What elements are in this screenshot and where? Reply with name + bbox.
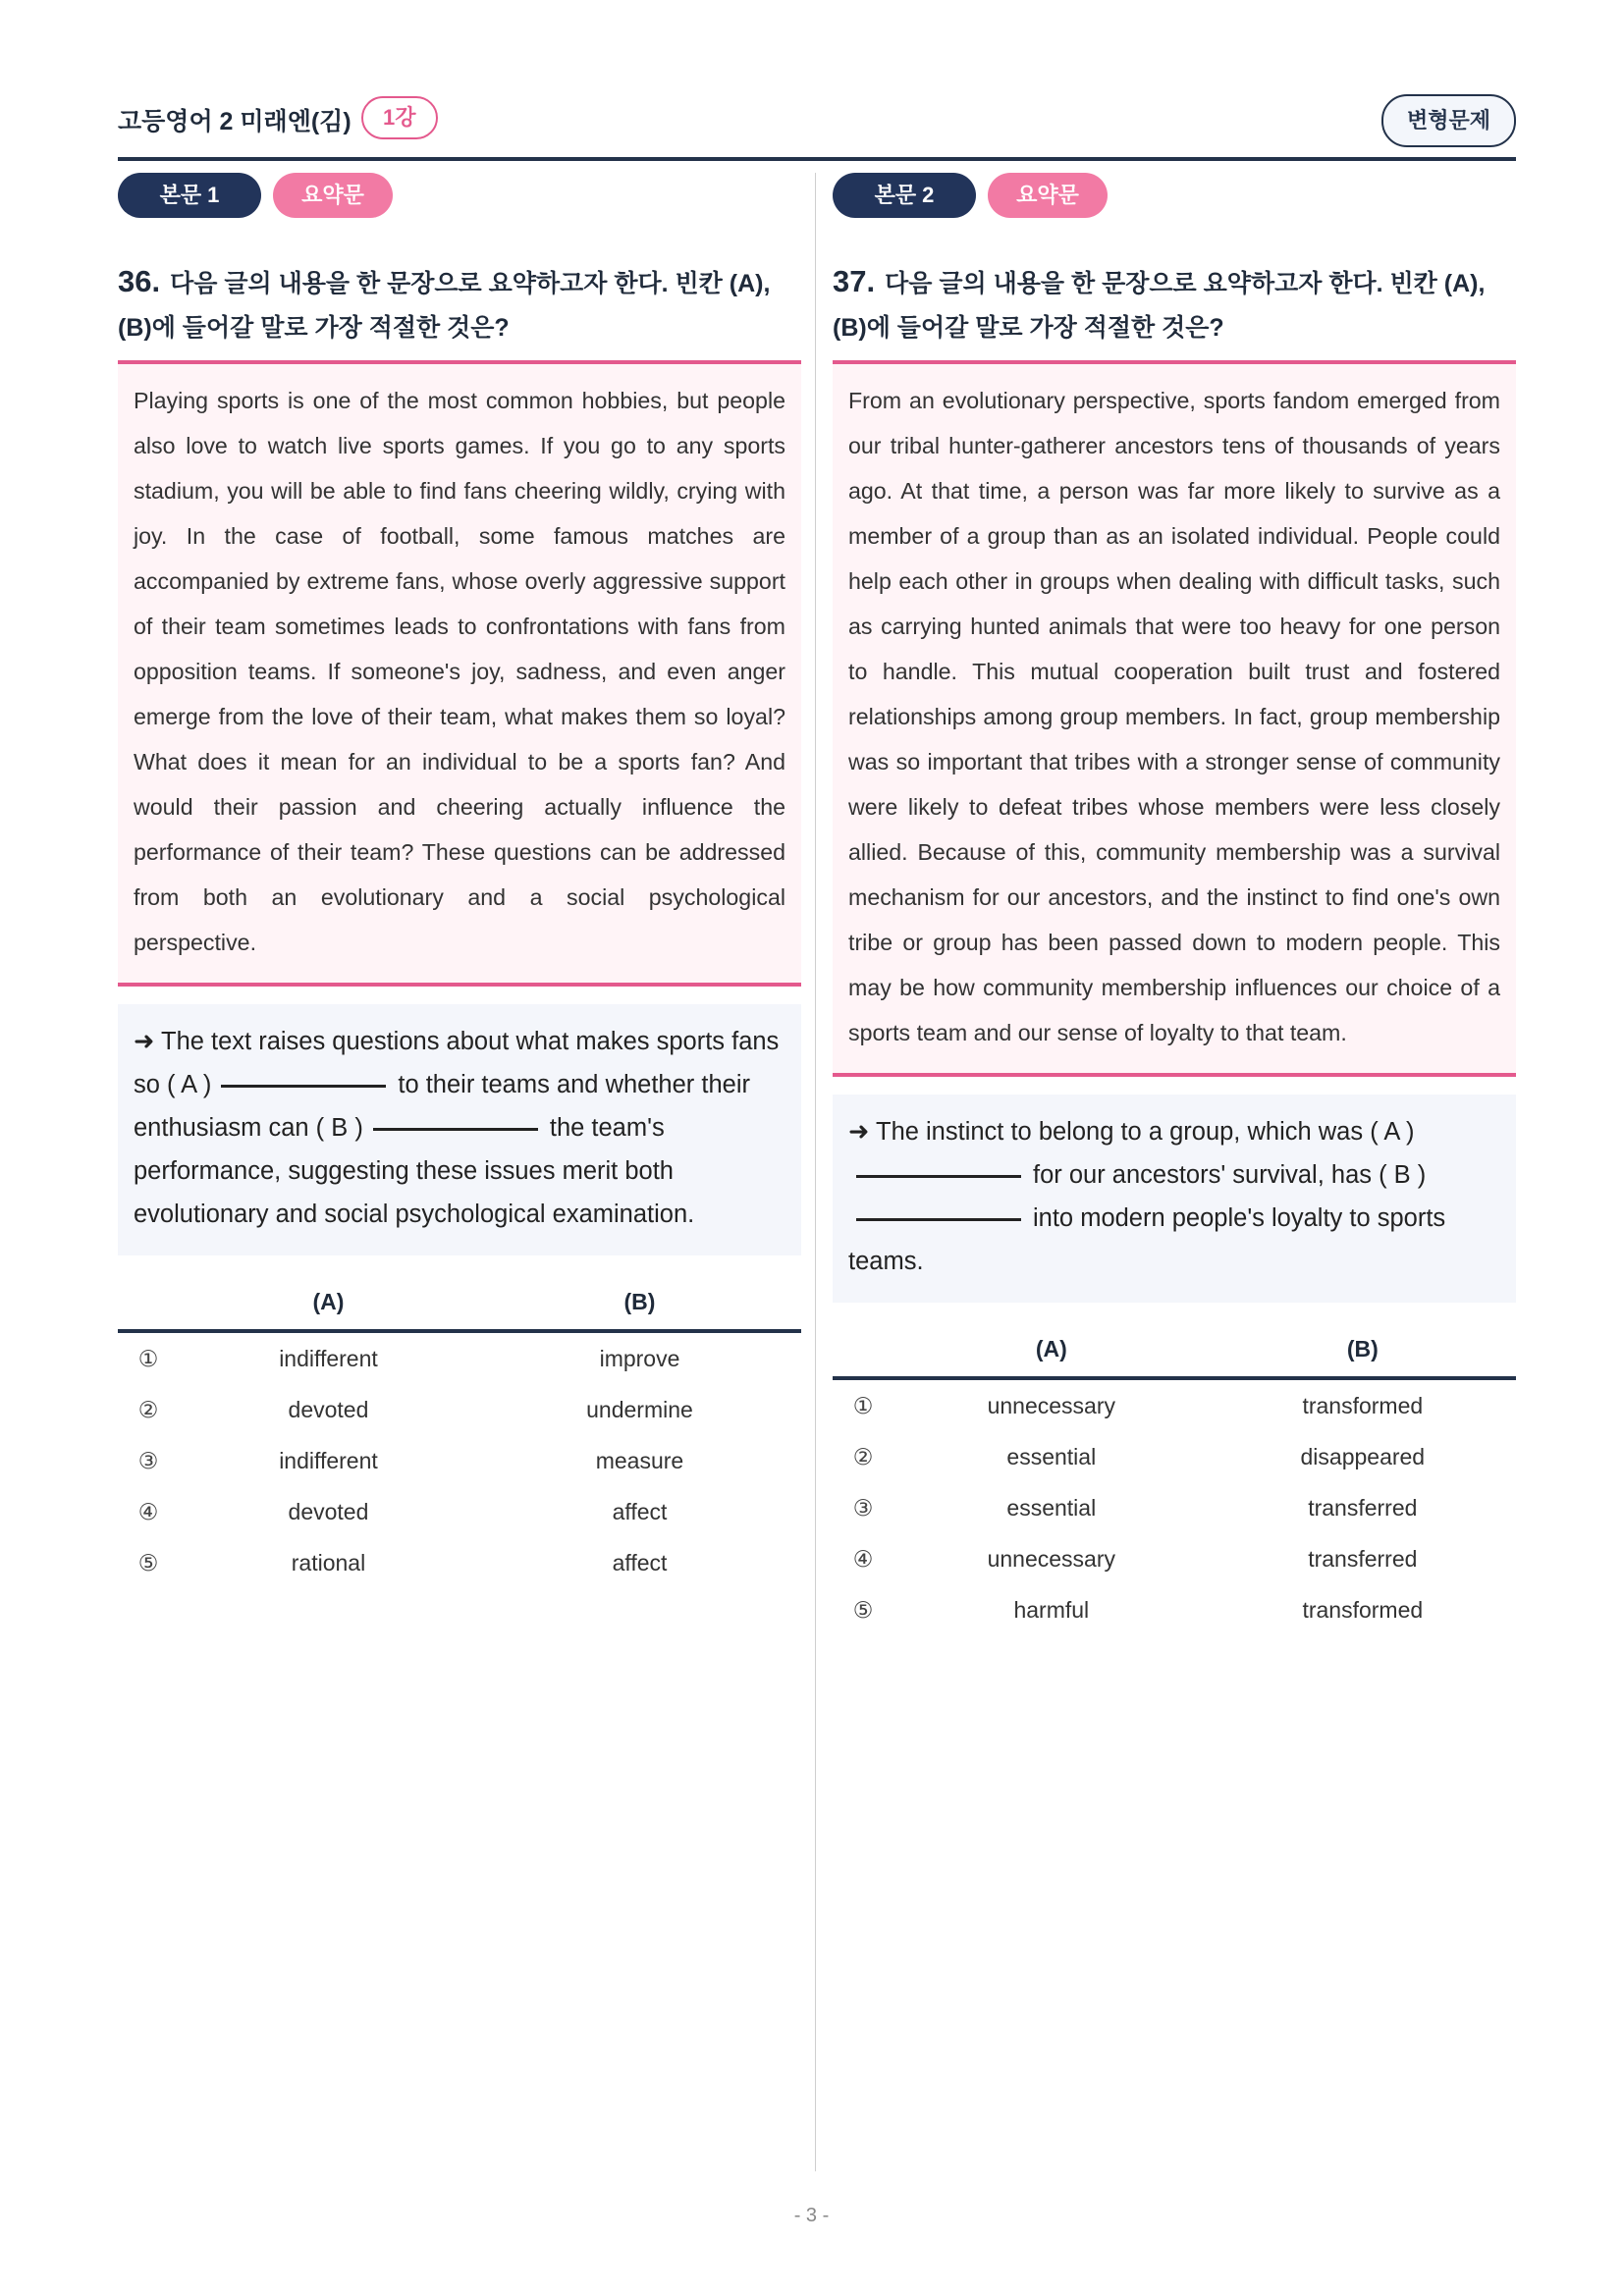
choice-number: ④: [852, 1545, 874, 1572]
summary-tag: 요약문: [273, 173, 393, 218]
choice-number: ①: [852, 1392, 874, 1418]
choice-a: devoted: [288, 1396, 369, 1422]
passage-tag: 본문 1: [118, 173, 261, 218]
answer-choice-row[interactable]: [118, 1537, 801, 1588]
choice-number: ④: [137, 1498, 159, 1524]
reading-passage: From an evolutionary perspective, sports fandom emerged from our tribal hunter-gatherer ancestors tens of thousands of years ago. At that time, a person was far more likely to survive as a member of a group than as an isolated individual. People could help each other in groups when dealing with difficult tasks, such as carrying hunted animals that were too heavy for one person to handle. This mutual cooperation built trust and fostered relationships among group members. In fact, group membership was so important that tribes with a stronger sense of community were likely to defeat tribes whose members were less closely allied. Because of this, community membership was a survival mechanism for our ancestors, and the instinct to find one's own tribe or group has been passed down to modern people. This may be how community membership influences our choice of a sports team and our sense of loyalty to that team.: [833, 364, 1516, 1077]
choice-b: disappeared: [1300, 1443, 1426, 1469]
choices-num-header: [833, 1330, 893, 1378]
choice-number: ⑤: [137, 1549, 159, 1575]
passage-tags: [833, 173, 1516, 222]
summary-sentence: [118, 1004, 801, 1255]
choice-number: ②: [852, 1443, 874, 1469]
choice-a: indifferent: [279, 1345, 378, 1371]
choice-b: transferred: [1308, 1494, 1418, 1521]
answer-choice-row[interactable]: [833, 1378, 1516, 1431]
question-number: 36.: [118, 264, 161, 298]
summary-tag: 요약문: [988, 173, 1108, 218]
choice-a: indifferent: [279, 1447, 378, 1473]
passage-tags: [118, 173, 801, 222]
choice-number: ②: [137, 1396, 159, 1422]
answer-choice-row[interactable]: [118, 1331, 801, 1384]
page-number: - 3 -: [793, 2205, 830, 2226]
question-type-badge: 변형문제: [1381, 94, 1516, 147]
answer-choices-table: [118, 1283, 801, 1588]
question-number: 37.: [833, 264, 876, 298]
choice-number: ⑤: [852, 1596, 874, 1623]
reading-passage: Playing sports is one of the most common hobbies, but people also love to watch live sports games. If you go to any sports stadium, you will be able to find fans cheering wildly, crying with joy. In the case of football, some famous matches are accompanied by extreme fans, whose overly aggressive support of their team sometimes leads to confrontations with fans from opposition teams. If someone's joy, sadness, and even anger emerge from the love of their team, what makes them so loyal? What does it mean for an individual to be a sports fan? And would their passion and cheering actually influence the performance of their team? These questions can be addressed from both an evolutionary and a social psychological perspective.: [118, 364, 801, 987]
choice-number: ①: [137, 1345, 159, 1371]
blank-b: [856, 1218, 1021, 1221]
choices-header-row: [833, 1330, 1516, 1378]
choice-b: measure: [595, 1447, 684, 1473]
blank-b: [373, 1128, 538, 1131]
column-divider: [815, 173, 816, 2171]
choice-a: unnecessary: [987, 1545, 1116, 1572]
summary-part-3: into modern people's loyalty to sports teams.: [848, 1204, 1446, 1275]
answer-choice-row[interactable]: [118, 1486, 801, 1537]
choice-a: devoted: [288, 1498, 369, 1524]
passage-tag: 본문 2: [833, 173, 976, 218]
answer-choice-row[interactable]: [118, 1435, 801, 1486]
choice-a: essential: [1006, 1443, 1097, 1469]
question-prompt: [833, 259, 1516, 364]
summary-part-1: ➜ The instinct to belong to a group, which was ( A ): [848, 1118, 1415, 1146]
answer-choices-table: [833, 1330, 1516, 1635]
book-title: 고등영어 2 미래엔(김): [118, 108, 352, 135]
question-prompt: [118, 259, 801, 364]
choice-b: improve: [599, 1345, 680, 1371]
choices-header-row: [118, 1283, 801, 1331]
choice-a: essential: [1006, 1494, 1097, 1521]
column-a-header: (A): [179, 1283, 478, 1331]
summary-sentence: [833, 1095, 1516, 1303]
summary-part-3: the team's performance, suggesting these issues merit both evolutionary and social psychological examination.: [134, 1114, 695, 1228]
blank-a: [856, 1175, 1021, 1178]
choice-b: affect: [612, 1549, 668, 1575]
page-header: [118, 94, 1516, 161]
question-text: 다음 글의 내용을 한 문장으로 요약하고자 한다. 빈칸 (A), (B)에 들어갈 말로 가장 적절한 것은?: [833, 270, 1486, 342]
answer-choice-row[interactable]: [833, 1584, 1516, 1635]
blank-a: [221, 1085, 386, 1088]
column-b-header: (B): [478, 1283, 801, 1331]
answer-choice-row[interactable]: [833, 1533, 1516, 1584]
choice-b: undermine: [586, 1396, 693, 1422]
left-column: [118, 173, 801, 1588]
choice-number: ③: [852, 1494, 874, 1521]
choices-num-header: [118, 1283, 179, 1331]
choice-b: transformed: [1302, 1392, 1424, 1418]
summary-part-2: to their teams and whether their enthusiasm can ( B ): [134, 1071, 750, 1142]
choice-b: transformed: [1302, 1596, 1424, 1623]
summary-part-1: ➜ The text raises questions about what makes sports fans so ( A ): [134, 1028, 780, 1098]
choice-number: ③: [137, 1447, 159, 1473]
answer-choice-row[interactable]: [833, 1431, 1516, 1482]
choice-a: unnecessary: [987, 1392, 1116, 1418]
choice-b: transferred: [1308, 1545, 1418, 1572]
lesson-badge: 1강: [361, 96, 438, 139]
choice-b: affect: [612, 1498, 668, 1524]
answer-choice-row[interactable]: [833, 1482, 1516, 1533]
choice-a: harmful: [1013, 1596, 1090, 1623]
question-text: 다음 글의 내용을 한 문장으로 요약하고자 한다. 빈칸 (A), (B)에 들어갈 말로 가장 적절한 것은?: [118, 270, 771, 342]
right-column: [833, 173, 1516, 1635]
column-b-header: (B): [1210, 1330, 1516, 1378]
column-a-header: (A): [893, 1330, 1210, 1378]
choice-a: rational: [291, 1549, 366, 1575]
summary-part-2: for our ancestors' survival, has ( B ): [1033, 1161, 1427, 1189]
answer-choice-row[interactable]: [118, 1384, 801, 1435]
